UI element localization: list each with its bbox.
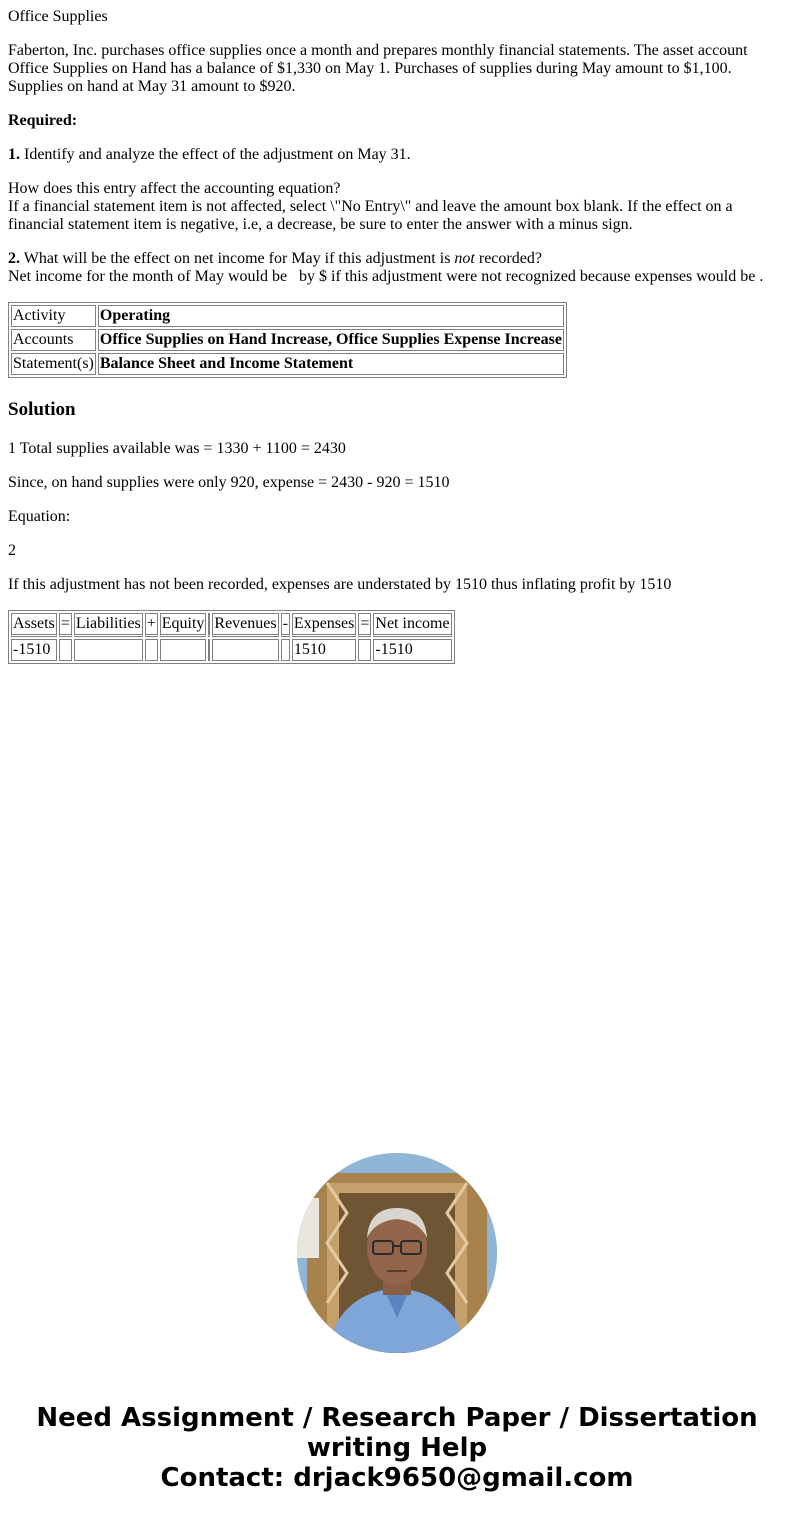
person-photo-icon (297, 1153, 497, 1353)
solution-line-1: 1 Total supplies available was = 1330 + 1100 = 2430 (8, 440, 346, 457)
solution-line-4: 2 (8, 542, 16, 559)
equation-header-cell: - (281, 613, 290, 637)
equation-header-cell: Liabilities (74, 613, 143, 637)
solution-line-3: Equation: (8, 508, 71, 525)
equation-header-cell: + (145, 613, 158, 637)
document-body (0, 0, 794, 664)
equation-header-cell: Equity (160, 613, 207, 637)
promo-contact: Contact: drjack9650@gmail.com (160, 1463, 634, 1493)
analysis-label-activity: Activity (11, 305, 96, 327)
equation-value-cell (74, 639, 143, 661)
equation-table (8, 610, 455, 664)
page-title: Office Supplies (8, 8, 108, 25)
equation-value-cell (212, 639, 278, 661)
table-row (11, 305, 564, 327)
analysis-value-statements: Balance Sheet and Income Statement (98, 353, 564, 375)
equation-header-cell: Assets (11, 613, 57, 637)
solution-line-5: If this adjustment has not been recorded, expenses are understated by 1510 thus inflating profit by 1510 (8, 576, 672, 593)
question-1-instructions (8, 180, 786, 234)
analysis-value-accounts: Office Supplies on Hand Increase, Office Supplies Expense Increase (98, 329, 564, 351)
question-2-number: 2. (8, 250, 20, 267)
solution-line-2: Since, on hand supplies were only 920, expense = 2430 - 920 = 1510 (8, 474, 450, 491)
promo-line-2: writing Help (306, 1433, 488, 1463)
equation-value-cell: 1510 (292, 639, 356, 661)
table-row (11, 353, 564, 375)
question-2-line-2: Net income for the month of May would be by $ if this adjustment were not recognized because expenses would be . (8, 268, 764, 285)
question-2 (8, 250, 786, 286)
question-2-emphasis: not (454, 250, 475, 267)
equation-value-cell (145, 639, 158, 661)
promo-line-1: Need Assignment / Research Paper / Dissertation (36, 1403, 758, 1433)
analysis-label-accounts: Accounts (11, 329, 96, 351)
equation-header-cell: = (358, 613, 371, 637)
equation-value-cell (59, 639, 72, 661)
table-row (11, 329, 564, 351)
equation-value-cell (358, 639, 371, 661)
equation-value-cell: -1510 (373, 639, 451, 661)
required-label: Required: (8, 112, 78, 129)
equation-header-cell: Revenues (212, 613, 278, 637)
equation-value-cell: -1510 (11, 639, 57, 661)
required-heading (8, 112, 786, 130)
equation-header-row (11, 613, 452, 637)
equation-header-cell: = (59, 613, 72, 637)
question-1-text: Identify and analyze the effect of the adjustment on May 31. (20, 146, 411, 163)
question-1-line-3: If a financial statement item is not affected, select \"No Entry\" and leave the amount box blank. If the effect on a financial statement item is negative, i.e, a decrease, be sure to enter the answer with a minus sign. (8, 198, 733, 233)
equation-header-cell: Expenses (292, 613, 356, 637)
question-1 (8, 146, 786, 164)
equation-value-cell (208, 639, 210, 661)
problem-intro: Faberton, Inc. purchases office supplies once a month and prepares monthly financial statements. The asset account Office Supplies on Hand has a balance of $1,330 on May 1. Purchases of supplies during May amount to $1,100. Supplies on hand at May 31 amount to $920. (8, 42, 748, 95)
equation-value-row (11, 639, 452, 661)
question-2-text-a: What will be the effect on net income for May if this adjustment is (20, 250, 455, 267)
equation-value-cell (281, 639, 290, 661)
equation-header-cell (208, 613, 210, 637)
analysis-table (8, 302, 567, 378)
equation-value-cell (160, 639, 207, 661)
solution-heading: Solution (8, 399, 76, 420)
avatar (297, 1153, 497, 1353)
analysis-value-activity: Operating (98, 305, 564, 327)
analysis-label-statements: Statement(s) (11, 353, 96, 375)
question-1-line-2: How does this entry affect the accounting equation? (8, 180, 341, 197)
question-1-number: 1. (8, 146, 20, 163)
equation-header-cell: Net income (373, 613, 451, 637)
promo-banner (0, 1403, 794, 1493)
question-2-text-b: recorded? (474, 250, 542, 267)
